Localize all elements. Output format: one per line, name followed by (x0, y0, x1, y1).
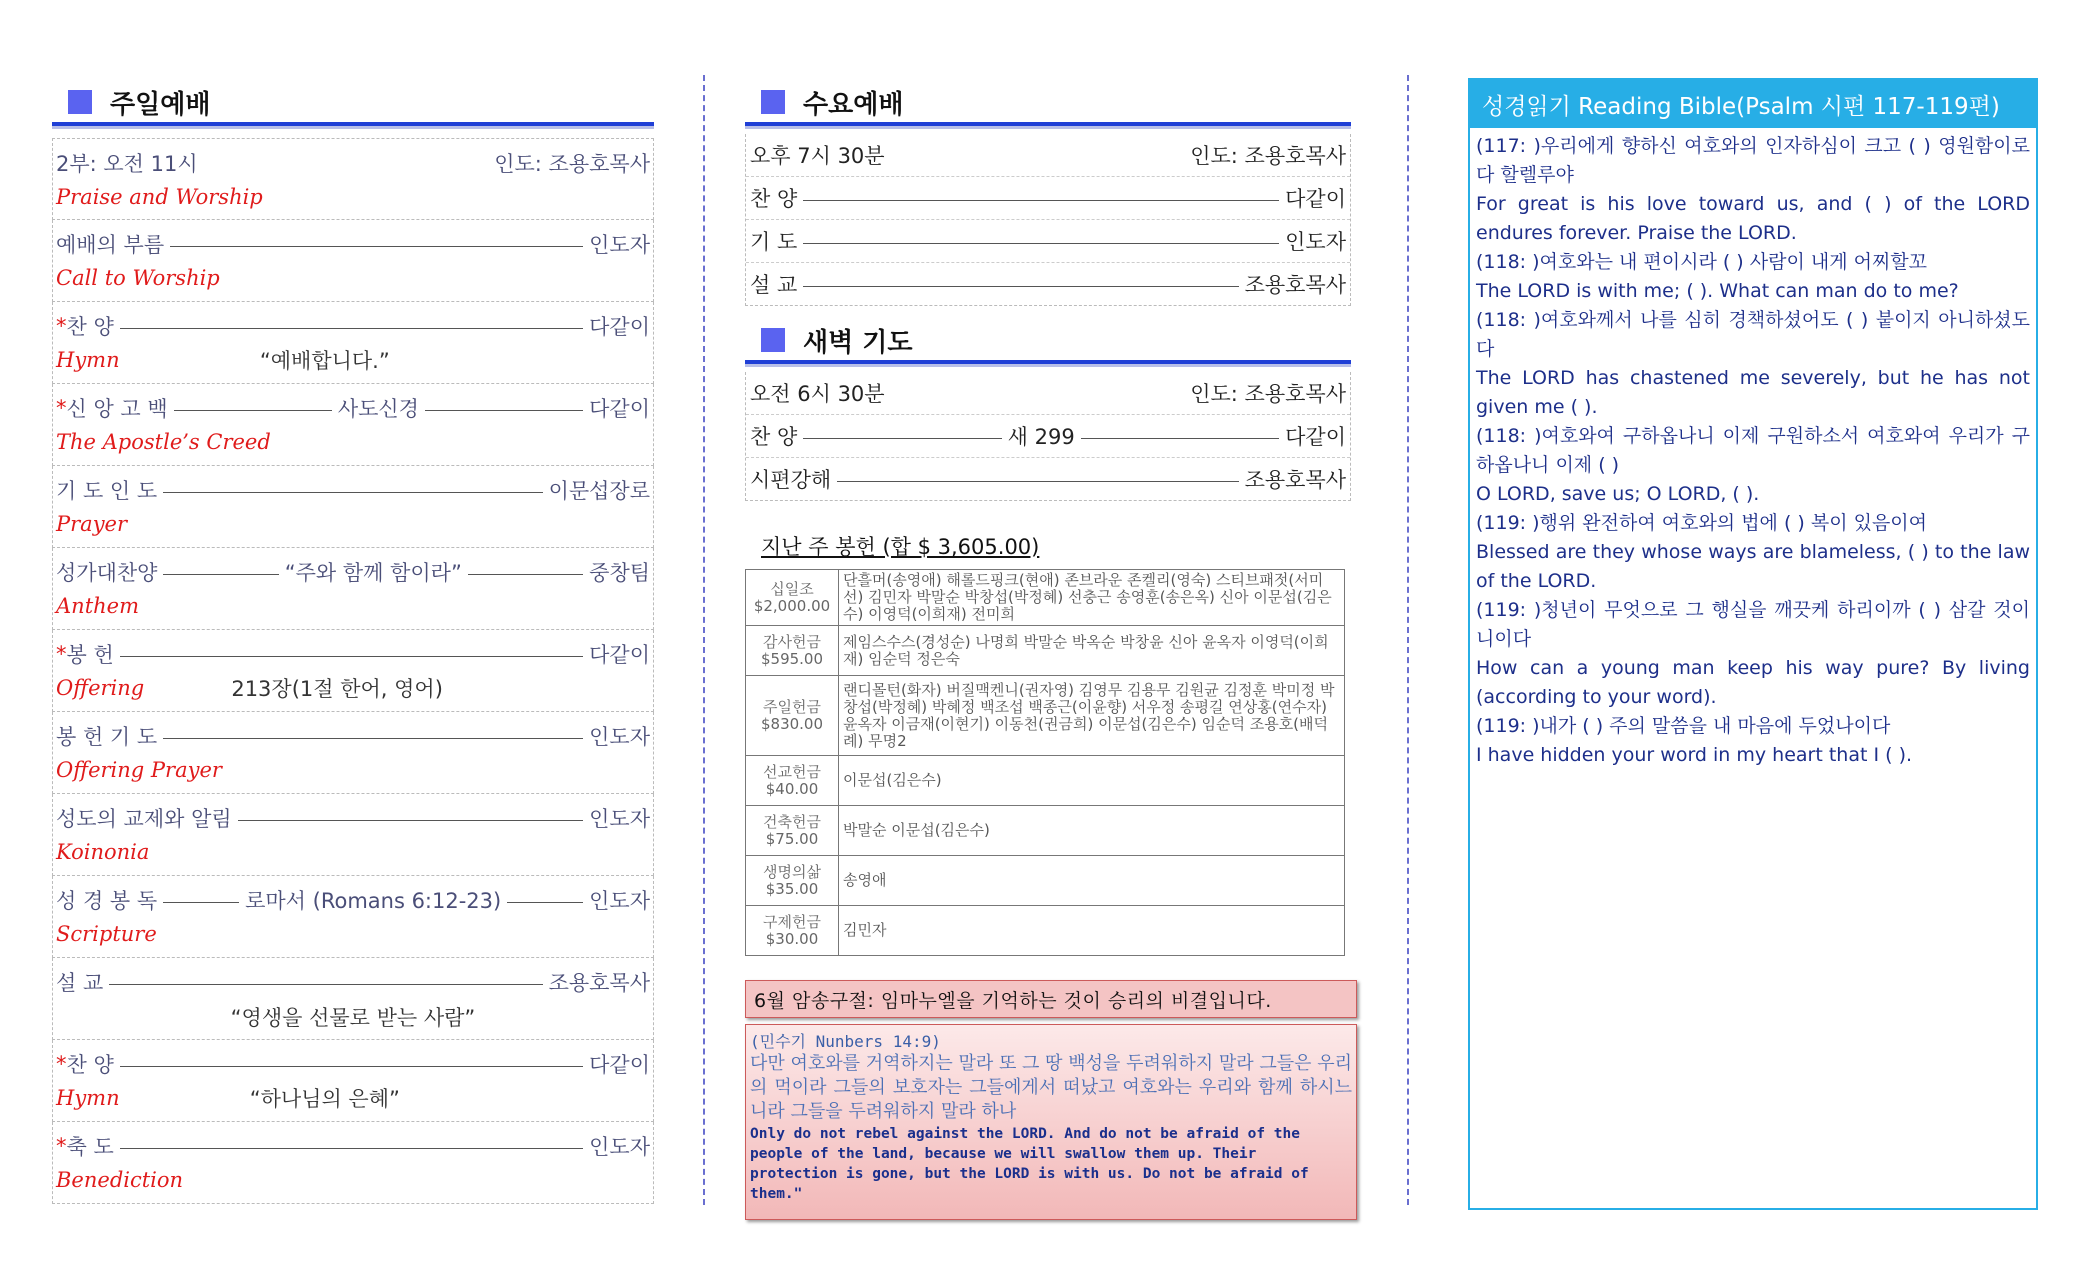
dotted-leader (837, 481, 1238, 482)
offering-donors: 박말순 이문섭(김은수) (839, 806, 1345, 856)
wednesday-item-leader: 인도자 (1285, 230, 1346, 254)
service-item-english-name: Benediction (56, 1168, 184, 1192)
dawn-item-name: 시편강해 (750, 468, 832, 492)
service-item-english-name: Koinonia (56, 840, 150, 864)
wednesday-header (745, 82, 1351, 126)
service-item-note: “예배합니다.” (259, 349, 390, 373)
sunday-order (52, 138, 654, 1204)
offering-amount: $75.00 (765, 829, 819, 848)
bible-verse-line: O LORD, save us; O LORD, ( ). (1476, 483, 1760, 505)
service-item-name: 찬 양 (66, 315, 114, 339)
offering-amount: $35.00 (765, 879, 819, 898)
service-item-name: 성도의 교제와 알림 (56, 807, 232, 831)
offering-donors: 이문섭(김은수) (839, 756, 1345, 806)
dotted-leader (803, 200, 1279, 201)
dotted-leader (163, 902, 239, 903)
verse-reference: (민수기 Nunbers 14:9) (750, 1032, 941, 1051)
wednesday-order (745, 134, 1351, 306)
dotted-leader (163, 738, 583, 739)
offering-name: 선교헌금 (763, 762, 821, 781)
dotted-leader (468, 574, 583, 575)
offering-row (746, 906, 1345, 956)
offering-name: 십일조 (770, 579, 814, 598)
bible-reading-text (1470, 128, 2036, 774)
bible-verse-line: The LORD is with me; ( ). What can man do to me? (1476, 280, 1959, 302)
asterisk-mark: * (56, 642, 67, 666)
dotted-leader (803, 243, 1279, 244)
bible-reading-box (1468, 78, 2038, 1210)
dawn-title: 새벽 기도 (803, 327, 913, 358)
dotted-leader (109, 984, 542, 985)
sunday-title: 주일예배 (110, 89, 211, 120)
offering-name: 건축헌금 (763, 812, 821, 831)
service-item-korean-line (56, 149, 650, 177)
offering-row (746, 570, 1345, 626)
service-item-english (56, 838, 650, 866)
wednesday-time-row (746, 134, 1350, 177)
offering-name: 구제헌금 (763, 912, 821, 931)
dotted-leader (170, 246, 583, 247)
asterisk-mark: * (56, 396, 67, 420)
service-item-name: 성가대찬양 (56, 561, 158, 585)
offering-row (746, 806, 1345, 856)
dawn-header (745, 320, 1351, 364)
service-item-english (56, 428, 650, 456)
wednesday-item (746, 177, 1350, 220)
dawn-item-leader: 조용호목사 (1244, 468, 1346, 492)
offering-row (746, 756, 1345, 806)
bible-verse-line: (119: )행위 완전하여 여호와의 법에 ( ) 복이 있음이여 (1476, 512, 1928, 534)
offering-amount: $30.00 (765, 929, 819, 948)
dawn-item-name: 찬 양 (750, 425, 798, 449)
square-bullet-icon (761, 328, 785, 352)
service-item-english (56, 1166, 650, 1194)
service-item-name: 예배의 부름 (56, 233, 165, 257)
service-item-english (56, 920, 650, 948)
dotted-leader (803, 286, 1238, 287)
service-item-leader: 중창팀 (589, 561, 651, 585)
service-item-leader: 인도자 (589, 889, 650, 913)
square-bullet-icon (68, 90, 92, 114)
bible-verse-line: (119: )내가 ( ) 주의 말씀을 내 마음에 두었나이다 (1476, 715, 1891, 737)
service-item-name: 2부: 오전 11시 (56, 152, 198, 176)
service-item-name: 봉 헌 (66, 643, 114, 667)
service-item-korean-line (56, 1050, 650, 1078)
service-item-korean-line (56, 722, 650, 750)
service-item-english-name: Anthem (56, 594, 139, 618)
dotted-leader (120, 328, 583, 329)
offering-category (746, 806, 839, 856)
offering-row (746, 676, 1345, 756)
service-item-korean-line (56, 968, 650, 996)
offering-name: 생명의삶 (763, 862, 821, 881)
bible-verse-line: Blessed are they whose ways are blameless, ( ) to the law of the LORD. (1476, 541, 2030, 592)
service-item-detail: 로마서 (Romans 6:12-23) (245, 889, 502, 913)
dawn-item (746, 458, 1350, 500)
middle-column (745, 82, 1351, 1220)
service-item-leader: 다같이 (589, 397, 650, 421)
service-item-korean-line (56, 804, 650, 832)
bible-verse-line: (118: )여호와는 내 편이시라 ( ) 사람이 내게 어찌할꼬 (1476, 251, 1928, 273)
service-item-english-name: Call to Worship (56, 266, 220, 290)
service-item-english (56, 1084, 650, 1112)
service-item-note: “하나님의 은혜” (249, 1087, 400, 1111)
service-item-english-name: Praise and Worship (56, 185, 263, 209)
asterisk-mark: * (56, 314, 67, 338)
dotted-leader (425, 410, 583, 411)
service-item-leader: 다같이 (589, 1053, 650, 1077)
service-item-detail: 사도신경 (337, 397, 419, 421)
offering-row (746, 626, 1345, 676)
sunday-header (52, 82, 654, 126)
offering-name: 주일헌금 (763, 697, 821, 716)
offering-table (745, 569, 1345, 956)
service-item-korean-line (56, 558, 650, 586)
service-item-name: 축 도 (66, 1135, 114, 1159)
service-item-english-name: Hymn (56, 1086, 120, 1110)
offering-title: 지난 주 봉헌 (합 $ 3,605.00) (761, 535, 1040, 559)
service-item (52, 1122, 654, 1204)
column-divider-2 (1407, 75, 1409, 1205)
offering-donors: 단흘머(송영애) 해롤드핑크(현애) 존브라운 존켈리(영숙) 스티브패젓(서미선) 김민자 박말순 박창섭(박정혜) 선충근 송영훈(송은옥) 신아 이문섭(김은수) 이영덕(이희재) 전미희 (839, 570, 1345, 626)
service-item-leader: 이문섭장로 (548, 479, 650, 503)
wednesday-time: 오후 7시 30분 (750, 144, 885, 168)
service-item (52, 384, 654, 466)
dotted-leader (163, 492, 542, 493)
service-item-english (56, 346, 650, 374)
bible-verse-line: (118: )여호와께서 나를 심히 경책하셨어도 ( ) 붙이지 아니하셨도다 (1476, 309, 2030, 360)
offering-category (746, 856, 839, 906)
service-item-english (56, 592, 650, 620)
dawn-time: 오전 6시 30분 (750, 382, 885, 406)
offering-category (746, 906, 839, 956)
dawn-time-row (746, 372, 1350, 415)
service-item-name: 성 경 봉 독 (56, 889, 158, 913)
service-item-english-name: Offering (56, 676, 145, 700)
service-item-english (56, 183, 650, 211)
bible-verse-line: The LORD has chastened me severely, but he has not given me ( ). (1476, 367, 2030, 418)
dotted-leader (238, 820, 584, 821)
dotted-leader (1081, 438, 1279, 439)
offering-name: 감사헌금 (763, 632, 821, 651)
bible-verse-line: (117: )우리에게 향하신 여호와의 인자하심이 크고 ( ) 영원함이로다 할렐루야 (1476, 135, 2030, 186)
service-item-english (56, 264, 650, 292)
service-item-korean-line (56, 394, 650, 422)
service-item-leader: 인도자 (589, 233, 650, 257)
wednesday-item-name: 찬 양 (750, 187, 798, 211)
service-item-leader: 인도자 (589, 807, 650, 831)
service-item (52, 1040, 654, 1122)
wednesday-item-name: 기 도 (750, 230, 798, 254)
offering-amount: $2,000.00 (753, 596, 831, 615)
service-item-leader: 다같이 (589, 315, 650, 339)
service-item-leader: 조용호목사 (548, 971, 650, 995)
dawn-item-detail: 새 299 (1007, 425, 1075, 449)
offering-category (746, 570, 839, 626)
service-item-leader: 인도: 조용호목사 (494, 152, 650, 176)
service-item-english-name: Hymn (56, 348, 120, 372)
sermon-title: “영생을 선물로 받는 사람” (230, 1006, 476, 1030)
wednesday-item-name: 설 교 (750, 273, 798, 297)
dawn-item-leader: 다같이 (1285, 425, 1346, 449)
bible-verse-line: How can a young man keep his way pure? By living (according to your word). (1476, 657, 2030, 708)
service-item-name: 봉 헌 기 도 (56, 725, 158, 749)
service-item-name: 신 앙 고 백 (66, 397, 168, 421)
offering-donors: 랜디몰턴(화자) 버질맥켄니(권자영) 김영무 김용무 김원균 김정훈 박미정 박창섭(박정혜) 박혜정 백조섭 백종근(이윤향) 서우정 송평길 연상홍(연수자) 윤옥자 이금재(이현기) 이동천(권금희) 이문섭(김은수) 임순덕 조용호(배덕례) 무명2 (839, 676, 1345, 756)
wednesday-title: 수요예배 (803, 89, 904, 120)
dawn-leader: 인도: 조용호목사 (1190, 382, 1346, 406)
offering-row (746, 856, 1345, 906)
sunday-service (52, 82, 654, 1204)
asterisk-mark: * (56, 1052, 67, 1076)
asterisk-mark: * (56, 1134, 67, 1158)
offering-category (746, 756, 839, 806)
service-item-korean-line (56, 886, 650, 914)
offering-category (746, 676, 839, 756)
service-item-korean-line (56, 640, 650, 668)
bible-verse-line: I have hidden your word in my heart that I ( ). (1476, 744, 1913, 766)
offering-amount: $830.00 (760, 714, 824, 733)
wednesday-item (746, 220, 1350, 263)
memory-verse-title: 6월 암송구절: 임마누엘을 기억하는 것이 승리의 비결입니다. (745, 980, 1357, 1018)
dotted-leader (803, 438, 1001, 439)
wednesday-item-leader: 조용호목사 (1244, 273, 1346, 297)
service-item-detail: “주와 함께 함이라” (284, 561, 462, 585)
service-item-leader: 인도자 (589, 725, 650, 749)
square-bullet-icon (761, 90, 785, 114)
wednesday-item (746, 263, 1350, 305)
dotted-leader (120, 656, 583, 657)
service-item-note: 213장(1절 한어, 영어) (231, 677, 443, 701)
dawn-order (745, 372, 1351, 501)
dawn-item (746, 415, 1350, 458)
offering-category (746, 626, 839, 676)
offering-donors: 제임스수스(경성순) 나명희 박말순 박옥순 박창윤 신아 윤옥자 이영덕(이희재) 임순덕 정은숙 (839, 626, 1345, 676)
service-item (52, 138, 654, 220)
verse-english: Only do not rebel against the LORD. And do not be afraid of the people of the land, because we will swallow them up. Their protection is gone, but the LORD is with us. Do not be afraid of them." (750, 1126, 1309, 1202)
service-item-english (56, 510, 650, 538)
offering-donors: 송영애 (839, 856, 1345, 906)
dotted-leader (174, 410, 332, 411)
service-item-english-name: Scripture (56, 922, 157, 946)
service-item-name: 기 도 인 도 (56, 479, 158, 503)
bible-verse-line: (119: )청년이 무엇으로 그 행실을 깨끗케 하리이까 ( ) 삼갈 것이니이다 (1476, 599, 2030, 650)
service-item (52, 876, 654, 958)
service-item (52, 220, 654, 302)
service-item-leader: 다같이 (589, 643, 650, 667)
service-item-name: 설 교 (56, 971, 104, 995)
bible-reading-title: 성경읽기 Reading Bible(Psalm 시편 117-119편) (1468, 78, 2038, 128)
dotted-leader (120, 1148, 583, 1149)
dotted-leader (120, 1066, 583, 1067)
service-item (52, 630, 654, 712)
service-item-english-name: The Apostle’s Creed (56, 430, 271, 454)
service-item-korean-line (56, 476, 650, 504)
service-item-korean-line (56, 312, 650, 340)
service-item-leader: 인도자 (589, 1135, 650, 1159)
bible-verse-line: (118: )여호와여 구하옵나니 이제 구원하소서 여호와여 우리가 구하옵나니 이제 ( ) (1476, 425, 2030, 476)
service-item-english-name: Prayer (56, 512, 128, 536)
dotted-leader (163, 574, 278, 575)
service-item (52, 466, 654, 548)
service-item-korean-line (56, 1132, 650, 1160)
verse-korean: 다만 여호와를 거역하지는 말라 또 그 땅 백성을 두려워하지 말라 그들은 우리의 먹이라 그들의 보호자는 그들에게서 떠났고 여호와는 우리와 함께 하시느니라 그들을 두려워하지 말라 하나 (750, 1053, 1352, 1122)
service-item-name: 찬 양 (66, 1053, 114, 1077)
service-item (52, 958, 654, 1040)
wednesday-item-leader: 다같이 (1285, 187, 1346, 211)
service-item (52, 302, 654, 384)
service-item (52, 794, 654, 876)
bible-verse-line: For great is his love toward us, and ( ) of the LORD endures forever. Praise the LORD. (1476, 193, 2030, 244)
column-divider-1 (703, 75, 705, 1205)
offering-amount: $40.00 (765, 779, 819, 798)
service-item-korean-line (56, 230, 650, 258)
offering-amount: $595.00 (760, 649, 824, 668)
memory-verse-box (745, 1024, 1357, 1220)
offering-donors: 김민자 (839, 906, 1345, 956)
service-item (52, 548, 654, 630)
service-item (52, 712, 654, 794)
wednesday-leader: 인도: 조용호목사 (1190, 144, 1346, 168)
service-item-english (56, 674, 650, 702)
service-item-english (56, 756, 650, 784)
service-item-english-name: Offering Prayer (56, 758, 222, 782)
dotted-leader (507, 902, 583, 903)
